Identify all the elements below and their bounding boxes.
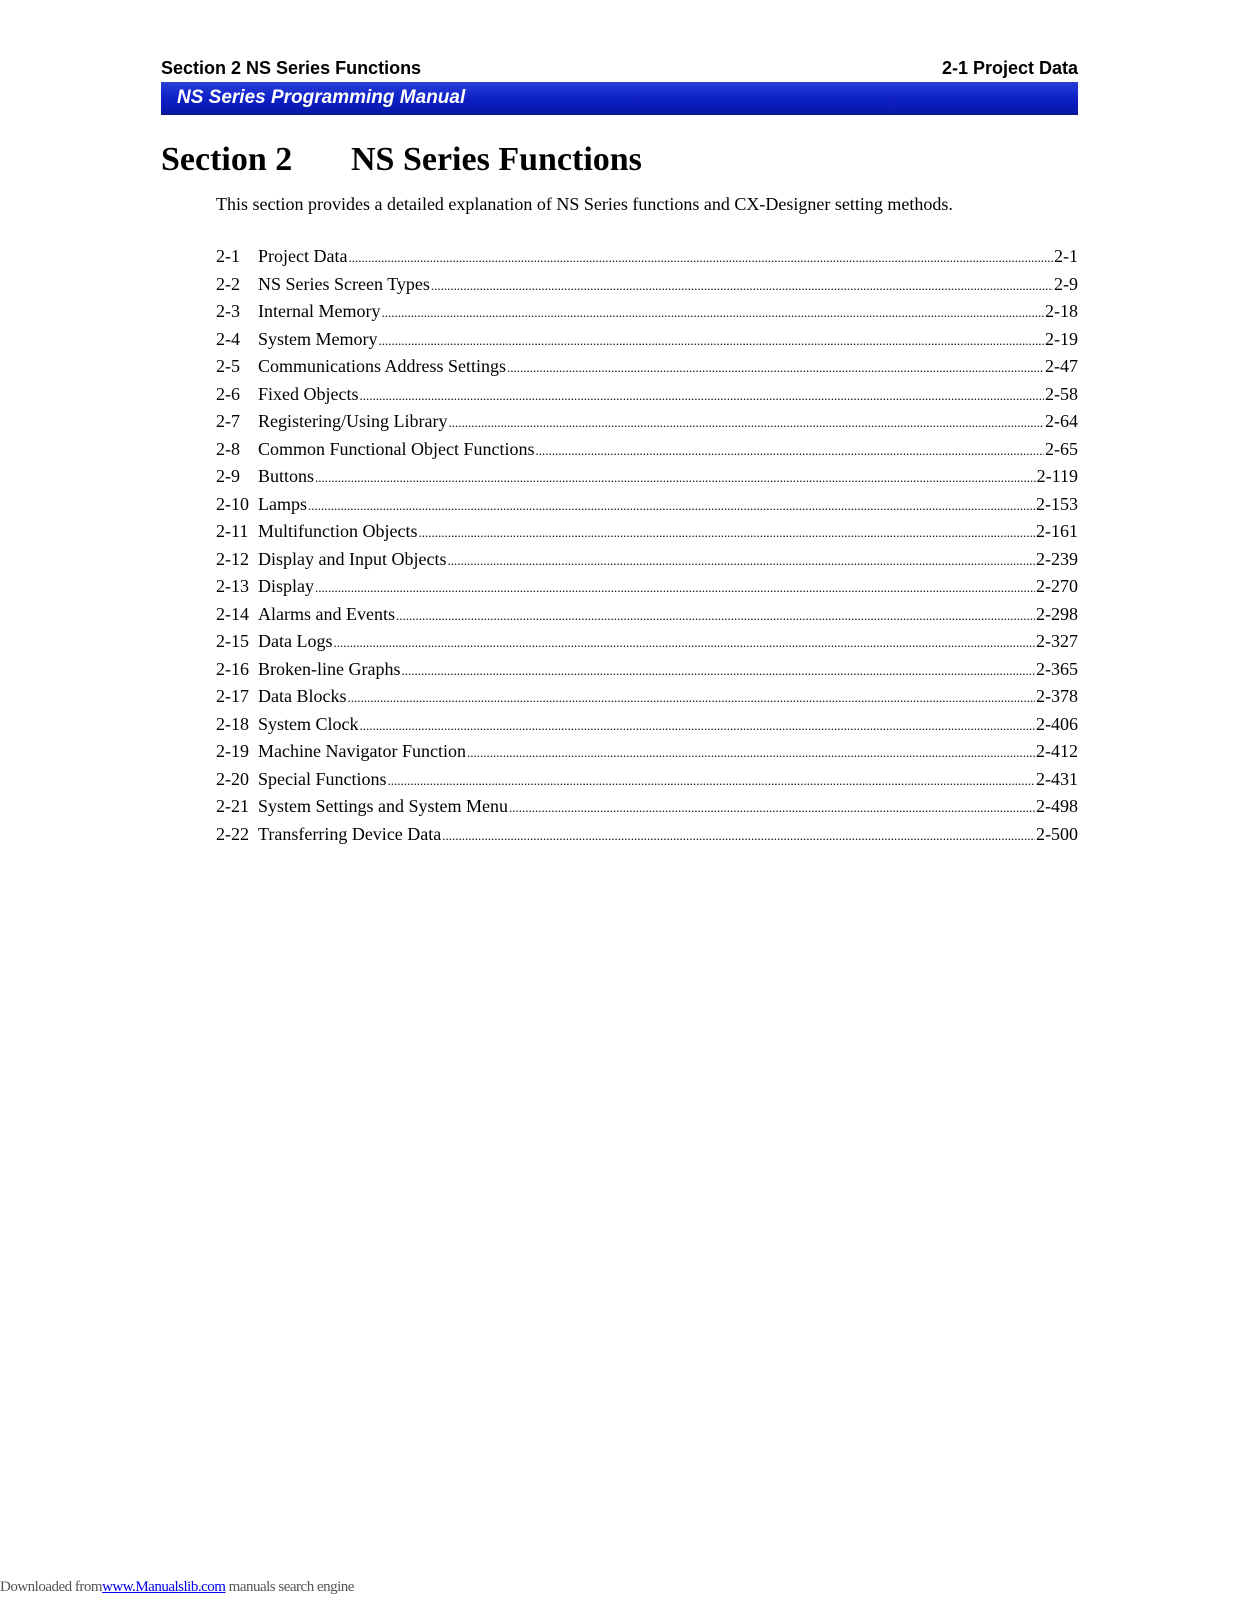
toc-entry-number: 2-20	[216, 768, 249, 789]
toc-entry[interactable]	[216, 547, 1078, 575]
toc-entry-number: 2-13	[216, 576, 249, 596]
running-header	[161, 56, 1078, 80]
toc-entry-title: System Settings and System Menu	[258, 796, 509, 816]
toc-entry[interactable]	[216, 739, 1078, 767]
toc-entry-page: 2-65	[1045, 438, 1078, 459]
toc-dot-leader	[431, 272, 1053, 298]
toc-dot-leader	[388, 767, 1036, 793]
toc-dot-leader	[381, 299, 1044, 325]
toc-entry-page: 2-365	[1036, 658, 1078, 679]
toc-entry-page: 2-64	[1045, 411, 1078, 431]
download-footer	[0, 1578, 354, 1596]
toc-entry-number: 2-2	[216, 273, 240, 294]
toc-dot-leader	[536, 437, 1045, 463]
footer-link[interactable]: www.Manualslib.com	[102, 1579, 226, 1595]
toc-entry-page: 2-327	[1036, 631, 1078, 651]
toc-entry-page: 2-431	[1036, 768, 1078, 789]
toc-entry-number: 2-22	[216, 823, 249, 844]
toc-entry-page: 2-19	[1045, 328, 1078, 349]
toc-entry-title: System Memory	[258, 328, 378, 349]
toc-dot-leader	[418, 519, 1035, 545]
toc-entry[interactable]	[216, 629, 1078, 657]
toc-entry-number: 2-12	[216, 548, 249, 569]
toc-entry[interactable]	[216, 354, 1078, 382]
toc-entry[interactable]	[216, 299, 1078, 327]
toc-entry-number: 2-21	[216, 796, 249, 816]
toc-entry[interactable]	[216, 409, 1078, 437]
toc-dot-leader	[447, 547, 1035, 573]
toc-entry-number: 2-14	[216, 603, 249, 624]
section-number: Section 2	[161, 141, 293, 178]
toc-dot-leader	[315, 574, 1035, 600]
footer-suffix: manuals search engine	[225, 1579, 354, 1595]
table-of-contents	[216, 244, 1078, 849]
toc-entry[interactable]	[216, 437, 1078, 465]
toc-entry-page: 2-406	[1036, 713, 1078, 734]
toc-entry-title: Data Blocks	[258, 686, 347, 706]
toc-dot-leader	[396, 602, 1035, 628]
toc-entry-title: Fixed Objects	[258, 383, 359, 404]
toc-entry-page: 2-412	[1036, 741, 1078, 761]
toc-dot-leader	[379, 327, 1045, 353]
toc-entry[interactable]	[216, 272, 1078, 300]
toc-dot-leader	[448, 409, 1044, 435]
toc-entry-number: 2-11	[216, 521, 249, 541]
toc-entry-page: 2-47	[1045, 356, 1078, 376]
toc-entry-page: 2-239	[1036, 548, 1078, 569]
toc-entry[interactable]	[216, 822, 1078, 850]
toc-entry-title: Registering/Using Library	[258, 411, 448, 431]
toc-entry-page: 2-378	[1036, 686, 1078, 706]
toc-entry-title: Buttons	[258, 466, 315, 486]
toc-entry[interactable]	[216, 327, 1078, 355]
toc-dot-leader	[360, 712, 1035, 738]
toc-entry[interactable]	[216, 244, 1078, 272]
toc-entry-number: 2-16	[216, 658, 249, 679]
toc-entry[interactable]	[216, 657, 1078, 685]
header-subsection-title: 2-1 Project Data	[941, 58, 1078, 78]
toc-entry-number: 2-15	[216, 631, 249, 651]
toc-dot-leader	[360, 382, 1045, 408]
toc-entry-number: 2-6	[216, 383, 240, 404]
toc-entry-number: 2-1	[216, 246, 240, 266]
toc-dot-leader	[308, 492, 1035, 518]
toc-entry-number: 2-5	[216, 356, 240, 376]
toc-entry-page: 2-500	[1036, 823, 1078, 844]
toc-dot-leader	[401, 657, 1035, 683]
toc-entry-title: Lamps	[258, 493, 307, 514]
toc-entry-title: NS Series Screen Types	[258, 273, 430, 294]
toc-entry-title: Display and Input Objects	[258, 548, 447, 569]
toc-entry-page: 2-498	[1036, 796, 1078, 816]
toc-entry-title: Transferring Device Data	[258, 823, 442, 844]
toc-entry[interactable]	[216, 767, 1078, 795]
page-title	[161, 138, 642, 182]
toc-entry-title: Common Functional Object Functions	[258, 438, 535, 459]
toc-dot-leader	[315, 464, 1036, 490]
toc-entry-page: 2-9	[1054, 273, 1078, 294]
toc-dot-leader	[348, 244, 1053, 270]
toc-entry-title: Internal Memory	[258, 301, 381, 321]
toc-dot-leader	[509, 794, 1035, 820]
toc-entry-page: 2-119	[1036, 466, 1078, 486]
toc-entry-title: Alarms and Events	[258, 603, 395, 624]
toc-entry-number: 2-17	[216, 686, 249, 706]
toc-entry[interactable]	[216, 519, 1078, 547]
toc-entry-number: 2-7	[216, 411, 240, 431]
section-intro: This section provides a detailed explanation of NS Series functions and CX-Designer setting methods.	[216, 194, 953, 214]
toc-entry[interactable]	[216, 794, 1078, 822]
toc-entry-page: 2-1	[1054, 246, 1078, 266]
toc-entry-page: 2-58	[1045, 383, 1078, 404]
toc-entry-page: 2-161	[1036, 521, 1078, 541]
toc-entry[interactable]	[216, 492, 1078, 520]
toc-entry-number: 2-19	[216, 741, 249, 761]
toc-entry-title: Data Logs	[258, 631, 333, 651]
toc-entry-title: System Clock	[258, 713, 359, 734]
footer-prefix: Downloaded from	[0, 1579, 103, 1595]
toc-entry-number: 2-8	[216, 438, 240, 459]
banner-title: NS Series Programming Manual	[177, 87, 466, 108]
toc-entry[interactable]	[216, 684, 1078, 712]
toc-entry[interactable]	[216, 464, 1078, 492]
toc-entry-page: 2-298	[1036, 603, 1078, 624]
toc-dot-leader	[333, 629, 1035, 655]
toc-entry[interactable]	[216, 574, 1078, 602]
toc-entry[interactable]	[216, 602, 1078, 630]
toc-entry-number: 2-3	[216, 301, 240, 321]
section-name: NS Series Functions	[351, 141, 642, 178]
toc-dot-leader	[442, 822, 1035, 848]
toc-entry-number: 2-9	[216, 466, 240, 486]
toc-entry-page: 2-153	[1036, 493, 1078, 514]
toc-entry[interactable]	[216, 712, 1078, 740]
toc-entry-number: 2-18	[216, 713, 249, 734]
header-section-title: Section 2 NS Series Functions	[161, 58, 422, 78]
manual-banner	[161, 82, 1078, 115]
toc-entry-number: 2-10	[216, 493, 249, 514]
toc-dot-leader	[347, 684, 1035, 710]
toc-entry-number: 2-4	[216, 328, 240, 349]
toc-dot-leader	[467, 739, 1035, 765]
toc-entry[interactable]	[216, 382, 1078, 410]
toc-entry-title: Machine Navigator Function	[258, 741, 466, 761]
toc-entry-title: Special Functions	[258, 768, 387, 789]
toc-dot-leader	[507, 354, 1044, 380]
toc-entry-title: Communications Address Settings	[258, 356, 507, 376]
toc-entry-title: Project Data	[258, 246, 348, 266]
toc-entry-title: Multifunction Objects	[258, 521, 418, 541]
toc-entry-page: 2-270	[1036, 576, 1078, 596]
toc-entry-title: Display	[258, 576, 314, 596]
toc-entry-title: Broken-line Graphs	[258, 658, 401, 679]
toc-entry-page: 2-18	[1045, 301, 1078, 321]
